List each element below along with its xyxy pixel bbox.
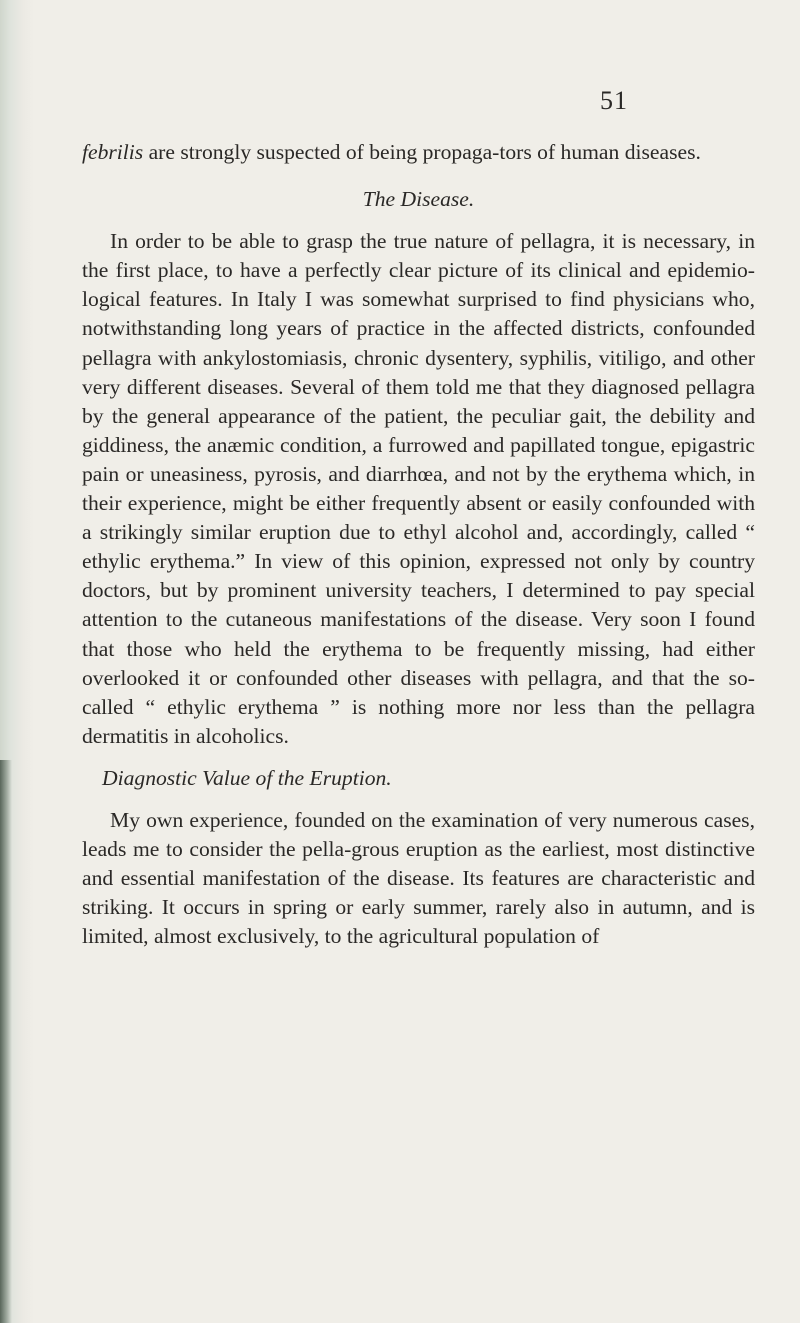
page-body bbox=[82, 138, 755, 951]
section-paragraph-diagnostic-value: My own experience, founded on the examination of very numerous cases, leads me to consider the pella-grous eruption as the earliest, most distinctive and essential manifestation of the disease. Its features are characteristic and striking. It occurs in spring or early summer, rarely also in autumn, and is limited, almost exclusively, to the agricultural population of bbox=[82, 807, 755, 949]
section-heading-the-disease: The Disease. bbox=[362, 187, 475, 212]
section-paragraph-the-disease: In order to be able to grasp the true nature of pellagra, it is necessary, in the first place, to have a perfectly clear picture of its clinical and epidemio-logical features. In Italy I was somewhat surprised to find physicians who, notwithstanding long years of practice in the affected districts, confounded pellagra with ankylostomiasis, chronic dysentery, syphilis, vitiligo, and other very different diseases. Several of them told me that they diagnosed pellagra by the general appearance of the patient, the peculiar gait, the debility and giddiness, the anæmic condition, a furrowed and papillated tongue, epigastric pain or uneasiness, pyrosis, and diarrhœa, and not by the erythema which, in their experience, might be either frequently absent or easily confounded with a strikingly similar eruption due to ethyl alcohol and, accordingly, called “ ethylic erythema.” In view of this opinion, expressed not only by country doctors, but by prominent university teachers, I determined to pay special attention to the cutaneous manifestations of the disease. Very soon I found that those who held the erythema to be frequently missing, had either overlooked it or confounded other diseases with pellagra, and that the so-called “ ethylic erythema ” is nothing more nor less than the pellagra dermatitis in alcoholics. bbox=[82, 229, 755, 748]
italic-term: febrilis bbox=[82, 140, 144, 164]
opening-paragraph bbox=[82, 138, 755, 167]
page-number: 51 bbox=[600, 86, 628, 115]
opening-text: are strongly suspected of being propaga-tors of human diseases. bbox=[143, 140, 701, 164]
page-gutter-dark-edge bbox=[0, 760, 12, 1323]
section-heading-diagnostic-value: Diagnostic Value of the Eruption. bbox=[102, 765, 392, 790]
